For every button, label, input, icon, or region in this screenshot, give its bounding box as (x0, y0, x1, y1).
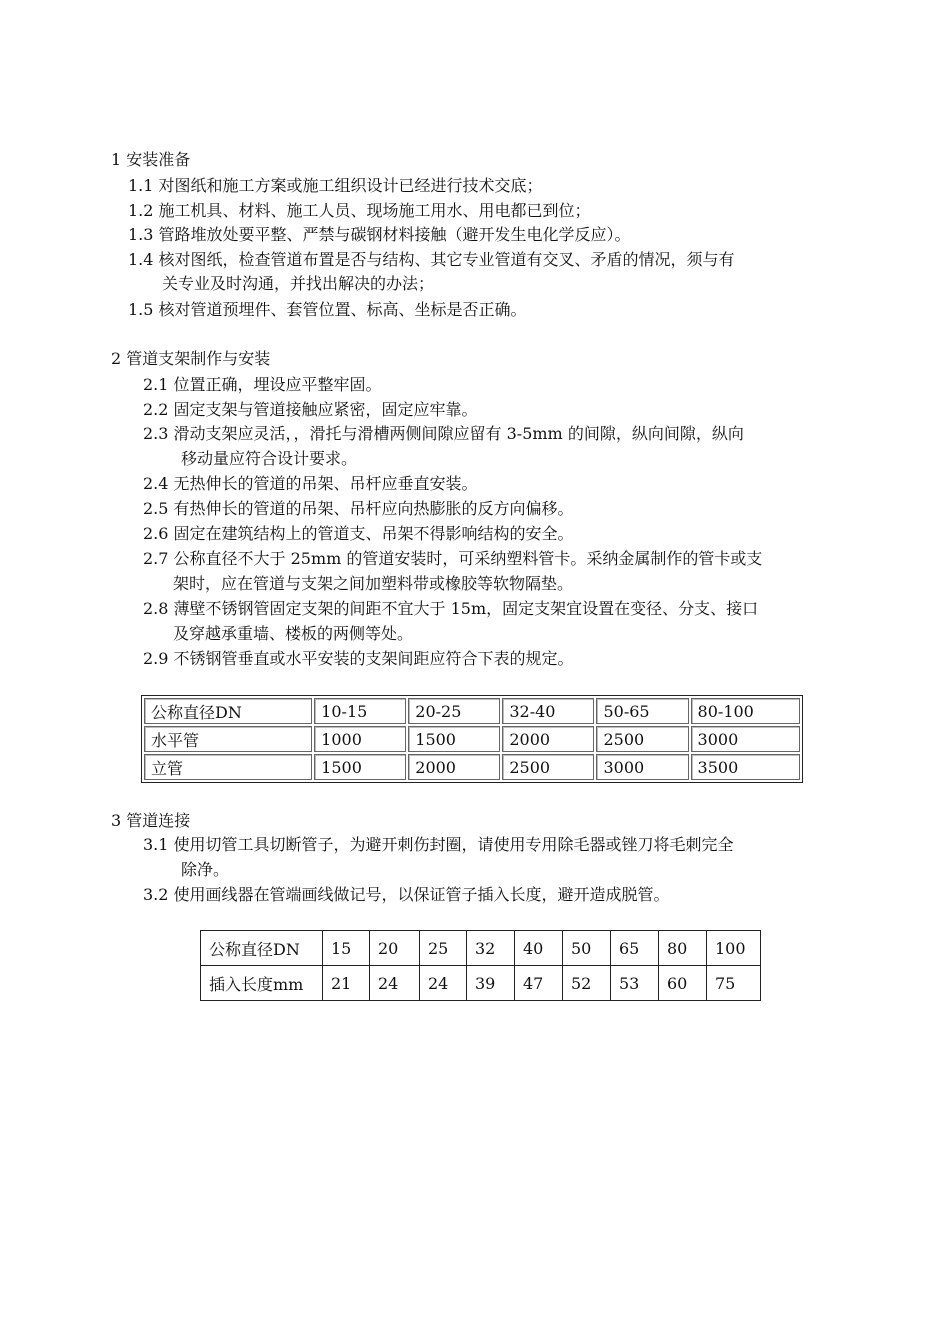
table-cell: 40 (515, 931, 563, 966)
table-cell: 3000 (691, 726, 800, 752)
item-1-4: 1.4 核对图纸，检查管道布置是否与结构、其它专业管道有交叉、矛盾的情况，须与有 (128, 250, 735, 269)
table-cell: 3500 (691, 754, 800, 780)
section-3-heading: 3 管道连接 (111, 811, 191, 830)
table-cell: 1500 (408, 726, 500, 752)
item-3-2: 3.2 使用画线器在管端画线做记号，以保证管子插入长度，避开造成脱管。 (143, 885, 670, 904)
item-1-5: 1.5 核对管道预埋件、套管位置、标高、坐标是否正确。 (128, 300, 527, 319)
item-2-9: 2.9 不锈钢管垂直或水平安装的支架间距应符合下表的规定。 (143, 649, 574, 668)
item-2-3: 2.3 滑动支架应灵活，，滑托与滑槽两侧间隙应留有 3-5mm 的间隙，纵向间隙，纵向 (143, 424, 744, 443)
table-row (201, 966, 760, 1000)
item-2-4: 2.4 无热伸长的管道的吊架、吊杆应垂直安装。 (143, 474, 478, 493)
table-row (144, 726, 800, 752)
table-cell: 2500 (502, 754, 594, 780)
item-2-7-cont: 架时，应在管道与支架之间加塑料带或橡胶等软物隔垫。 (173, 574, 574, 593)
table-cell: 立管 (144, 754, 312, 780)
table-cell: 47 (515, 966, 563, 1000)
table-cell: 15 (323, 931, 370, 966)
item-2-3-cont: 移动量应符合设计要求。 (181, 449, 358, 468)
item-2-1: 2.1 位置正确，埋设应平整牢固。 (143, 375, 382, 394)
item-3-1-cont: 除净。 (181, 860, 230, 879)
table-cell: 21 (323, 966, 370, 1000)
table-cell: 32-40 (502, 698, 594, 724)
table-cell: 1500 (314, 754, 406, 780)
item-2-8-cont: 及穿越承重墙、楼板的两侧等处。 (173, 624, 414, 643)
item-1-4-cont: 关专业及时沟通，并找出解决的办法； (162, 274, 435, 293)
section-2-heading: 2 管道支架制作与安装 (111, 349, 271, 368)
table-row (144, 754, 800, 780)
table-cell: 24 (370, 966, 420, 1000)
table-cell: 1000 (314, 726, 406, 752)
table-cell: 3000 (596, 754, 688, 780)
table-cell: 52 (563, 966, 611, 1000)
item-1-2: 1.2 施工机具、材料、施工人员、现场施工用水、用电都已到位； (128, 201, 591, 220)
table-cell: 20 (370, 931, 420, 966)
table-cell: 2500 (596, 726, 688, 752)
table-row (144, 698, 800, 724)
table-cell: 50 (563, 931, 611, 966)
support-spacing-table (141, 695, 803, 783)
table-cell: 50-65 (596, 698, 688, 724)
item-2-7: 2.7 公称直径不大于 25mm 的管道安装时，可采纳塑料管卡。采纳金属制作的管卡或支 (143, 549, 763, 568)
table-cell: 39 (467, 966, 515, 1000)
table-row (201, 931, 760, 966)
table-cell: 75 (715, 973, 736, 993)
table-cell: 100 (707, 931, 760, 966)
table-cell: 60 (659, 966, 707, 1000)
table-cell: 20-25 (408, 698, 500, 724)
table-cell: 水平管 (144, 726, 312, 752)
item-1-3: 1.3 管路堆放处要平整、严禁与碳钢材料接触（避开发生电化学反应）。 (128, 225, 631, 244)
table-cell: 32 (467, 931, 515, 966)
table-cell: 53 (611, 966, 659, 1000)
table-cell: 2000 (502, 726, 594, 752)
item-2-6: 2.6 固定在建筑结构上的管道支、吊架不得影响结构的安全。 (143, 524, 574, 543)
table-cell: 10-15 (314, 698, 406, 724)
item-3-1: 3.1 使用切管工具切断管子，为避开刺伤封圈，请使用专用除毛器或锉刀将毛刺完全 (143, 835, 734, 854)
item-1-1: 1.1 对图纸和施工方案或施工组织设计已经进行技术交底； (128, 176, 543, 195)
table-cell: 2000 (408, 754, 500, 780)
table-cell: 25 (420, 931, 467, 966)
table-cell: 24 (420, 966, 467, 1000)
table-cell: 65 (611, 931, 659, 966)
table-cell: 80 (659, 931, 707, 966)
section-1-heading: 1 安装准备 (111, 150, 191, 169)
table-cell: 公称直径DN (201, 931, 323, 966)
item-2-8: 2.8 薄壁不锈钢管固定支架的间距不宜大于 15m，固定支架宜设置在变径、分支、接口 (143, 599, 759, 618)
item-2-2: 2.2 固定支架与管道接触应紧密，固定应牢靠。 (143, 400, 478, 419)
insertion-length-table (200, 930, 761, 1001)
table-cell: 插入长度mm (201, 966, 323, 1000)
table-cell: 80-100 (691, 698, 800, 724)
table-cell: 公称直径DN (144, 698, 312, 724)
item-2-5: 2.5 有热伸长的管道的吊架、吊杆应向热膨胀的反方向偏移。 (143, 499, 574, 518)
